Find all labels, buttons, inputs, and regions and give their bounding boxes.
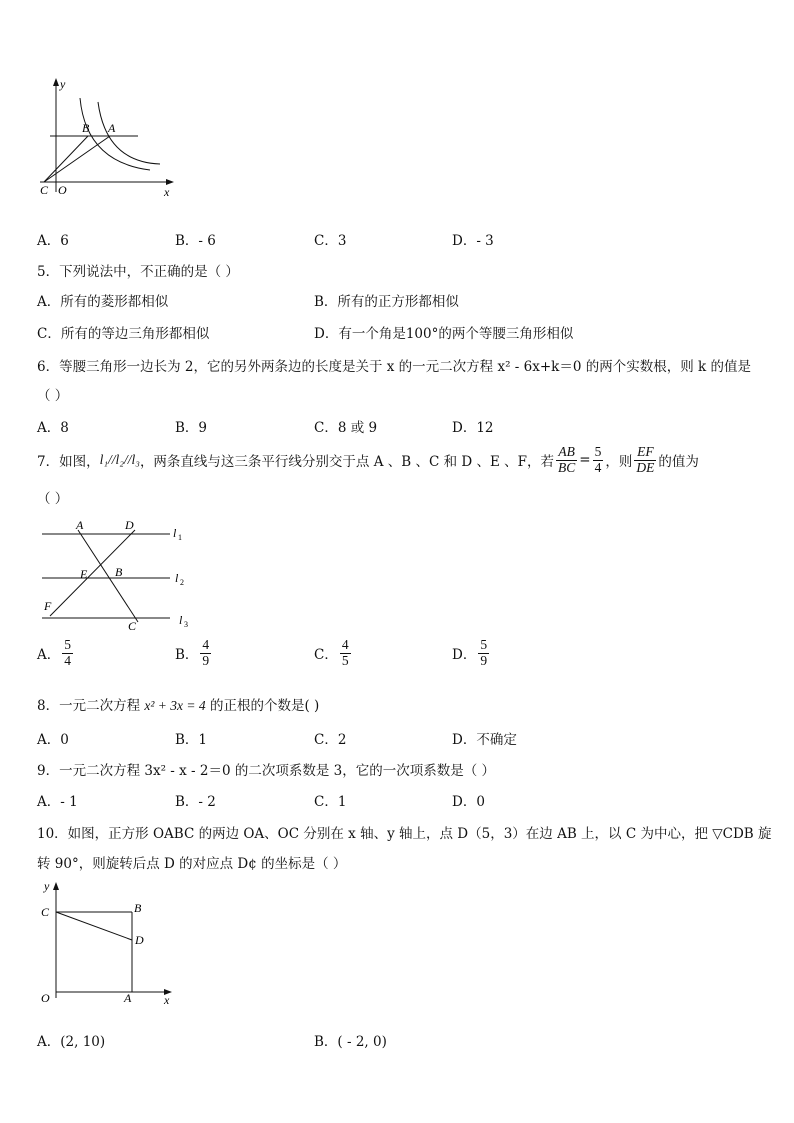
q6-option-d: D．12 [452, 420, 494, 436]
q4-option-c: C．3 [314, 233, 347, 249]
q7-label-l3-sub: 3 [184, 620, 188, 629]
q10-label-B: B [134, 901, 142, 915]
q8-option-d: D．不确定 [452, 732, 517, 748]
q7-parallel-lines: l₁//l₂//l₃ [99, 452, 140, 468]
q4-label-A: A [108, 121, 116, 135]
q4-label-x: x [164, 185, 170, 199]
q10-option-a: A．(2, 10) [37, 1034, 106, 1050]
q7-ratio-given: $\frac{AB}{BC}$ [558, 444, 576, 475]
q4-label-B: B [82, 121, 90, 135]
q10-option-b: B．( - 2, 0) [314, 1034, 387, 1050]
q7-option-a: A． $\frac{5}{4}$ [37, 637, 71, 668]
q9-stem: 9．一元二次方程 3x² - x - 2＝0 的二次项系数是 3，它的一次项系数是（ ） [37, 763, 496, 779]
q7-stem-d: 的值为 [658, 454, 699, 471]
q7-label-C: C [128, 619, 137, 633]
q10-label-y: y [44, 879, 50, 893]
q7-label-B: B [115, 565, 123, 579]
q7-equals: = [579, 452, 591, 469]
q5-option-a: A．所有的菱形都相似 [37, 294, 169, 310]
q6-stem: 6．等腰三角形一边长为 2，它的另外两条边的长度是关于 x 的一元二次方程 x² - 6x+k＝0 的两个实数根，则 k 的值是 [37, 359, 751, 375]
q6-option-c: C．8 或 9 [314, 420, 378, 436]
q7-label-D: D [125, 518, 134, 532]
q7-option-c: C． $\frac{4}{5}$ [314, 637, 349, 668]
q9-option-c: C．1 [314, 794, 347, 810]
q7-option-b: B． $\frac{4}{9}$ [175, 637, 210, 668]
q7-paren: （ ） [37, 491, 69, 507]
q7-label-E: E [80, 567, 88, 581]
q7-label-l3: l [179, 613, 183, 627]
q5-option-b: B．所有的正方形都相似 [314, 294, 459, 310]
q8-option-a: A．0 [37, 732, 69, 748]
q6-option-a: A．8 [37, 420, 69, 436]
q10-label-C: C [41, 905, 50, 919]
q8-option-b: B．1 [175, 732, 208, 748]
q9-option-b: B．- 2 [175, 794, 216, 810]
q10-label-O: O [41, 991, 50, 1005]
q7-label-l1-sub: 1 [178, 533, 182, 542]
q7-label-F: F [44, 599, 52, 613]
q7-stem-b: ，两条直线与这三条平行线分别交于点 A 、B 、C 和 D 、E 、F，若 [139, 454, 555, 471]
q9-option-a: A．- 1 [37, 794, 78, 810]
q10-label-x: x [164, 993, 170, 1007]
q7-option-d: D． $\frac{5}{9}$ [452, 637, 488, 668]
q5-stem: 5．下列说法中，不正确的是（ ） [37, 264, 239, 280]
q7-ratio-value: $\frac{5}{4}$ [594, 444, 602, 475]
q7-stem-a: 7．如图， [37, 454, 100, 471]
q4-label-O: O [58, 183, 67, 197]
q7-stem [37, 445, 699, 476]
q7-figure [30, 512, 200, 634]
q5-option-d: D．有一个角是100°的两个等腰三角形相似 [314, 326, 574, 342]
q4-option-d: D．- 3 [452, 233, 494, 249]
q7-label-l1: l [173, 526, 177, 540]
q9-option-d: D．0 [452, 794, 485, 810]
q10-figure [30, 876, 180, 1008]
q6-option-b: B．9 [175, 420, 208, 436]
q10-stem-line1: 10．如图，正方形 OABC 的两边 OA、OC 分别在 x 轴、y 轴上，点 D（5，3）在边 AB 上，以 C 为中心，把 ▽CDB 旋 [37, 826, 772, 842]
q8-equation: x² + 3x = 4 [144, 698, 206, 713]
q8-stem: 8．一元二次方程 x² + 3x = 4 的正根的个数是( ) [37, 698, 320, 714]
q7-stem-c: ，则 [605, 454, 633, 471]
q4-figure [30, 72, 190, 202]
q8-option-c: C．2 [314, 732, 347, 748]
q7-ratio-ask: $\frac{EF}{DE}$ [636, 444, 655, 475]
q7-label-l2-sub: 2 [180, 578, 184, 587]
q7-label-A: A [76, 518, 84, 532]
q10-stem-line2: 转 90°，则旋转后点 D 的对应点 D¢ 的坐标是（ ） [37, 856, 347, 872]
q4-label-y: y [60, 77, 66, 91]
q4-option-a: A．6 [37, 233, 69, 249]
q5-option-c: C．所有的等边三角形都相似 [37, 326, 210, 342]
q10-label-D: D [135, 933, 144, 947]
q4-option-b: B．- 6 [175, 233, 216, 249]
q10-label-A: A [124, 991, 132, 1005]
q6-paren: （ ） [37, 388, 69, 404]
q7-label-l2: l [175, 571, 179, 585]
q4-label-C: C [40, 183, 49, 197]
